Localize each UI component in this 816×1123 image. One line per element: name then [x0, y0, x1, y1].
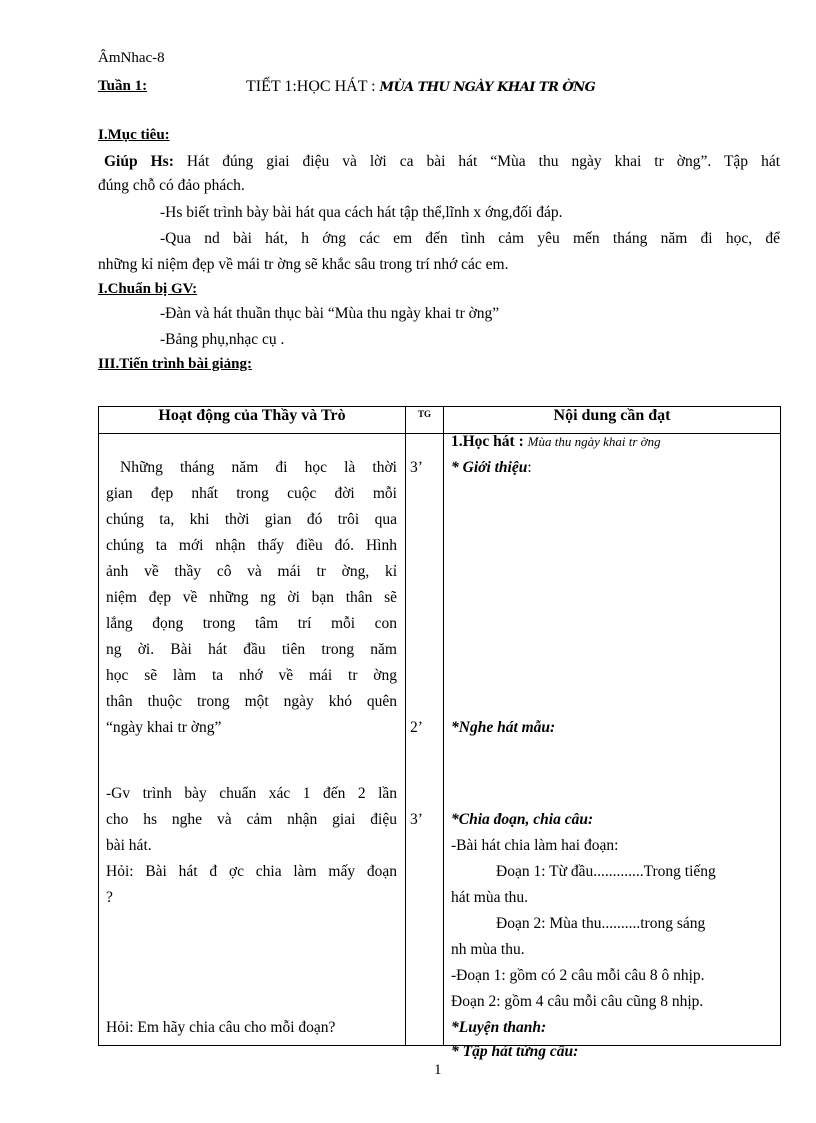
section-preparation-heading: I.Chuẩn bị GV:: [98, 281, 198, 297]
intro-line-7: lắng đọng trong tâm trí mỗi con: [106, 615, 397, 632]
content-sentences-1: -Đoạn 1: gồm có 2 câu mỗi câu 8 ô nhịp.: [451, 967, 705, 984]
week-label: Tuần 1:: [98, 78, 148, 94]
intro-line-6: niệm đẹp về những ng ời bạn thân sẽ: [106, 589, 397, 606]
objectives-lead-bold: Giúp Hs:: [104, 153, 174, 170]
question-1-end: ?: [106, 889, 113, 906]
content-title: [451, 429, 661, 455]
objectives-lead: [104, 152, 780, 172]
time-listen: 2’: [410, 719, 423, 736]
question-2: Hỏi: Em hãy chia câu cho mỗi đoạn?: [106, 1019, 336, 1036]
content-sentences-2: Đoạn 2: gồm 4 câu mỗi câu cũng 8 nhịp.: [451, 993, 704, 1010]
activity-cell: [99, 434, 405, 1045]
section-procedure-heading: III.Tiến trình bài giảng:: [98, 356, 252, 372]
intro-line-5: ảnh về thầy cô và mái tr ờng, kỉ: [106, 563, 397, 580]
time-divide: 3’: [410, 811, 423, 828]
content-intro-colon: :: [527, 459, 532, 476]
content-title-song: Mùa thu ngày khai tr ờng: [527, 434, 661, 449]
lesson-prefix: TIẾT 1:HỌC HÁT :: [246, 78, 376, 95]
intro-line-10: thân thuộc trong một ngày khó quên: [106, 693, 397, 710]
content-divide-1: -Bài hát chia làm hai đoạn:: [451, 837, 619, 854]
page-number: 1: [434, 1062, 442, 1078]
content-intro: [451, 455, 532, 481]
objectives-line-3: -Hs biết trình bày bài hát qua cách hát tập thể,lĩnh x ớng,đối đáp.: [160, 204, 563, 221]
header-content: Nội dung cần đạt: [444, 407, 781, 434]
preparation-line-1: -Đàn và hát thuần thục bài “Mùa thu ngày khai tr ờng”: [160, 305, 500, 322]
content-divide: *Chia đoạn, chia câu:: [451, 811, 594, 828]
header-activity: Hoạt động của Thầy và Trò: [99, 407, 406, 434]
objectives-line-2: đúng chỗ có đảo phách.: [98, 177, 245, 194]
intro-line-3: chúng ta, khi thời gian đó trôi qua: [106, 511, 397, 528]
intro-line-1: Những tháng năm đi học là thời: [120, 459, 397, 476]
content-title-bold: 1.Học hát :: [451, 433, 524, 450]
content-warmup: *Luyện thanh:: [451, 1019, 547, 1036]
time-cell: [406, 434, 443, 1045]
gv-line-2: cho hs nghe và cảm nhận giai điệu: [106, 811, 397, 828]
header-time: TG: [406, 407, 444, 434]
table-body-row: [99, 434, 781, 1046]
intro-line-9: học sẽ làm ta nhớ về mái tr ờng: [106, 667, 397, 684]
lesson-song-title: MÙA THU NGÀY KHAI TR ỜNG: [379, 80, 596, 95]
objectives-line-4: -Qua nd bài hát, h ớng các em đến tình cảm yêu mến tháng năm đi học, để: [160, 230, 780, 247]
section-objectives-heading: I.Mục tiêu:: [98, 127, 170, 143]
content-practice: * Tập hát từng câu:: [451, 1043, 579, 1060]
activity-intro: [106, 455, 397, 715]
preparation-line-2: -Bảng phụ,nhạc cụ .: [160, 331, 285, 348]
activity-gv: [106, 781, 397, 833]
content-cell: [444, 433, 780, 1060]
subject-label: ÂmNhac-8: [98, 50, 165, 66]
content-intro-label: * Giới thiệu: [451, 459, 528, 476]
content-part-2-cont: nh mùa thu.: [451, 941, 525, 958]
objectives-line-5: những kỉ niệm đẹp về mái tr ờng sẽ khắc sâu trong trí nhớ các em.: [98, 256, 509, 273]
intro-line-4: chúng ta mới nhận thấy điều đó. Hình: [106, 537, 397, 554]
gv-line-3: bài hát.: [106, 837, 152, 854]
gv-line-1: -Gv trình bày chuẩn xác 1 đến 2 lần: [106, 785, 397, 802]
content-listen: *Nghe hát mẫu:: [451, 719, 556, 736]
lesson-table: [98, 406, 781, 1060]
content-part-2: Đoạn 2: Mùa thu..........trong sáng: [496, 915, 706, 932]
time-intro: 3’: [410, 459, 423, 476]
content-part-1: Đoạn 1: Từ đầu.............Trong tiếng: [496, 863, 716, 880]
question-1: Hỏi: Bài hát đ ợc chia làm mấy đoạn: [106, 863, 397, 880]
table-header-row: [99, 407, 781, 434]
intro-line-8: ng ời. Bài hát đầu tiên trong năm: [106, 641, 397, 658]
lesson-title: [246, 78, 595, 96]
content-part-1-cont: hát mùa thu.: [451, 889, 529, 906]
intro-line-2: gian đẹp nhất trong cuộc đời mỗi: [106, 485, 397, 502]
intro-line-11: “ngày khai tr ờng”: [106, 719, 222, 736]
objectives-lead-text: Hát đúng giai điệu và lời ca bài hát “Mùa thu ngày khai tr ờng”. Tập hát: [186, 153, 781, 170]
